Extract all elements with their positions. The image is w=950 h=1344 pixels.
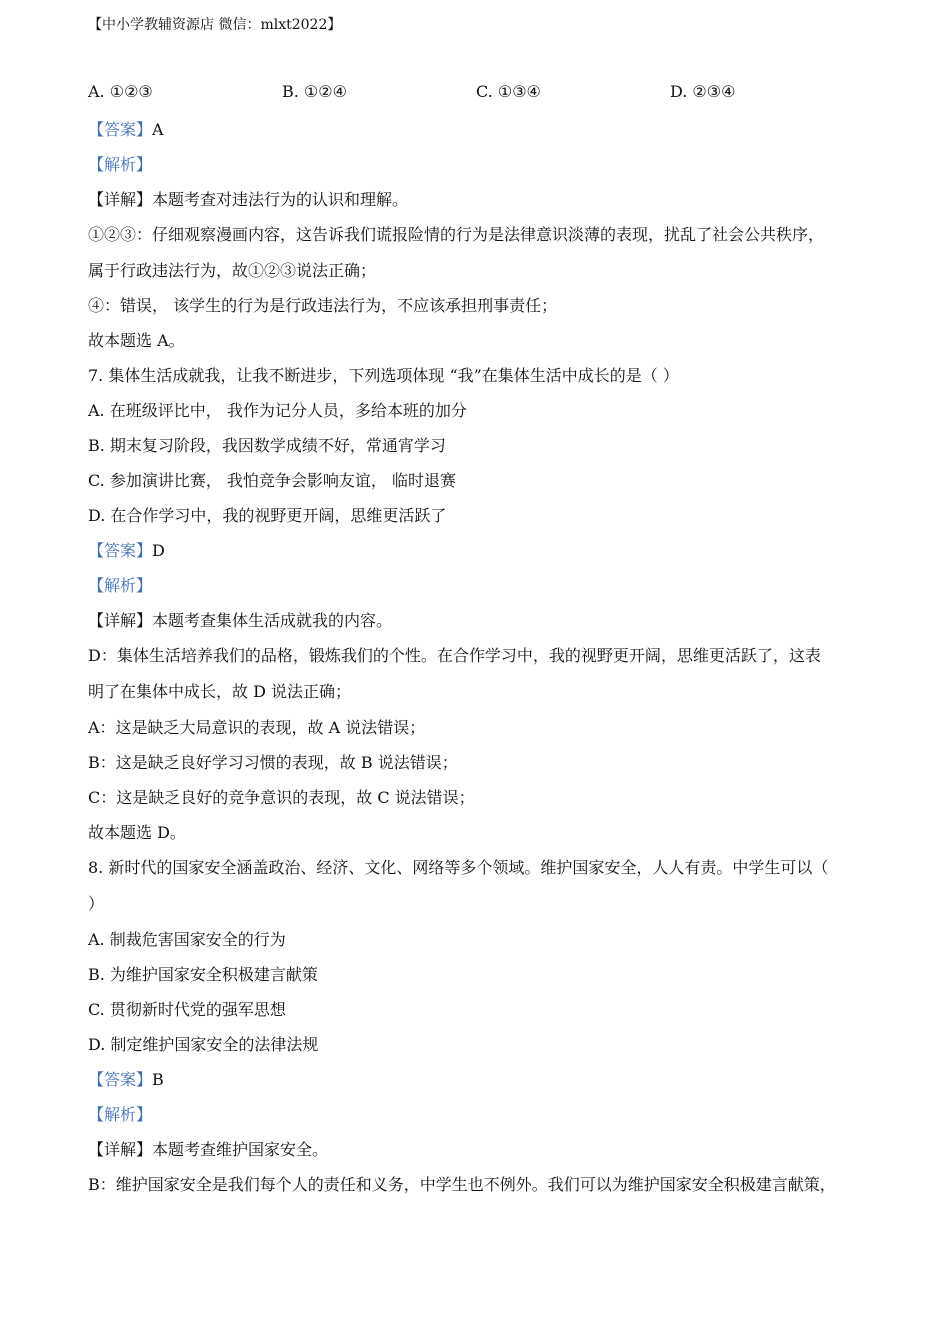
q7-detail-line (88, 608, 392, 631)
q8-answer-line (88, 1067, 164, 1090)
q7-line-2: 明了在集体中成长，故 D 说法正确； (88, 682, 352, 701)
detail-label: 【详解】 (88, 611, 153, 630)
q6-answer-line (88, 117, 164, 140)
q6-analysis-label: 【解析】 (88, 155, 153, 174)
q6-line-3: ④：错误， 该学生的行为是行政违法行为，不应该承担刑事责任； (88, 296, 558, 315)
q7-line-6: 故本题选 D。 (88, 823, 186, 842)
prev-option-d: D. ②③④ (670, 82, 736, 101)
q7-detail: 本题考查集体生活成就我的内容。 (152, 611, 393, 630)
q8-question-line-1: 8. 新时代的国家安全涵盖政治、经济、文化、网络等多个领域。维护国家安全，人人有责。中学生可以（ (88, 858, 829, 877)
q7-analysis-label: 【解析】 (88, 576, 153, 595)
q8-question-line-2: ） (88, 894, 105, 913)
q8-option-b: B. 为维护国家安全积极建言献策 (88, 965, 318, 984)
prev-option-a: A. ①②③ (88, 82, 153, 101)
q7-question: 7. 集体生活成就我，让我不断进步，下列选项体现 “我”在集体生活中成长的是（ ） (88, 366, 679, 385)
q7-answer: D (152, 541, 165, 560)
prev-option-b: B. ①②④ (282, 82, 347, 101)
q6-detail-line (88, 187, 408, 210)
q8-option-c: C. 贯彻新时代党的强军思想 (88, 1000, 286, 1019)
q7-line-3: A：这是缺乏大局意识的表现，故 A 说法错误； (88, 718, 426, 737)
q7-option-b: B. 期末复习阶段，我因数学成绩不好，常通宵学习 (88, 436, 446, 455)
q6-line-1: ①②③：仔细观察漫画内容，这告诉我们谎报险情的行为是法律意识淡薄的表现，扰乱了社会公共秩序， (88, 225, 825, 244)
q8-analysis-label: 【解析】 (88, 1105, 153, 1124)
q7-answer-line (88, 538, 165, 561)
q8-answer: B (152, 1070, 164, 1089)
q8-line-1: B：维护国家安全是我们每个人的责任和义务，中学生也不例外。我们可以为维护国家安全积极建言献策， (88, 1175, 836, 1194)
answer-label: 【答案】 (88, 541, 153, 560)
q6-line-2: 属于行政违法行为，故①②③说法正确； (88, 261, 377, 280)
q7-option-a: A. 在班级评比中， 我作为记分人员，多给本班的加分 (88, 401, 467, 420)
q7-line-1: D：集体生活培养我们的品格，锻炼我们的个性。在合作学习中，我的视野更开阔，思维更活跃了，这表 (88, 646, 821, 665)
answer-label: 【答案】 (88, 1070, 153, 1089)
page-header: 【中小学教辅资源店 微信：mlxt2022】 (88, 17, 342, 33)
q7-option-d: D. 在合作学习中，我的视野更开阔，思维更活跃了 (88, 506, 447, 525)
q8-option-d: D. 制定维护国家安全的法律法规 (88, 1035, 319, 1054)
q8-detail: 本题考查维护国家安全。 (152, 1140, 329, 1159)
detail-label: 【详解】 (88, 190, 153, 209)
q6-line-4: 故本题选 A。 (88, 331, 185, 350)
q7-line-5: C：这是缺乏良好的竞争意识的表现，故 C 说法错误； (88, 788, 475, 807)
q7-option-c: C. 参加演讲比赛， 我怕竞争会影响友谊， 临时退赛 (88, 471, 457, 490)
prev-option-c: C. ①③④ (476, 82, 541, 101)
detail-label: 【详解】 (88, 1140, 153, 1159)
q7-line-4: B：这是缺乏良好学习习惯的表现，故 B 说法错误； (88, 753, 458, 772)
q6-answer: A (152, 120, 164, 139)
q8-detail-line (88, 1137, 328, 1160)
answer-label: 【答案】 (88, 120, 153, 139)
q6-detail: 本题考查对违法行为的认识和理解。 (152, 190, 409, 209)
q8-option-a: A. 制裁危害国家安全的行为 (88, 930, 286, 949)
